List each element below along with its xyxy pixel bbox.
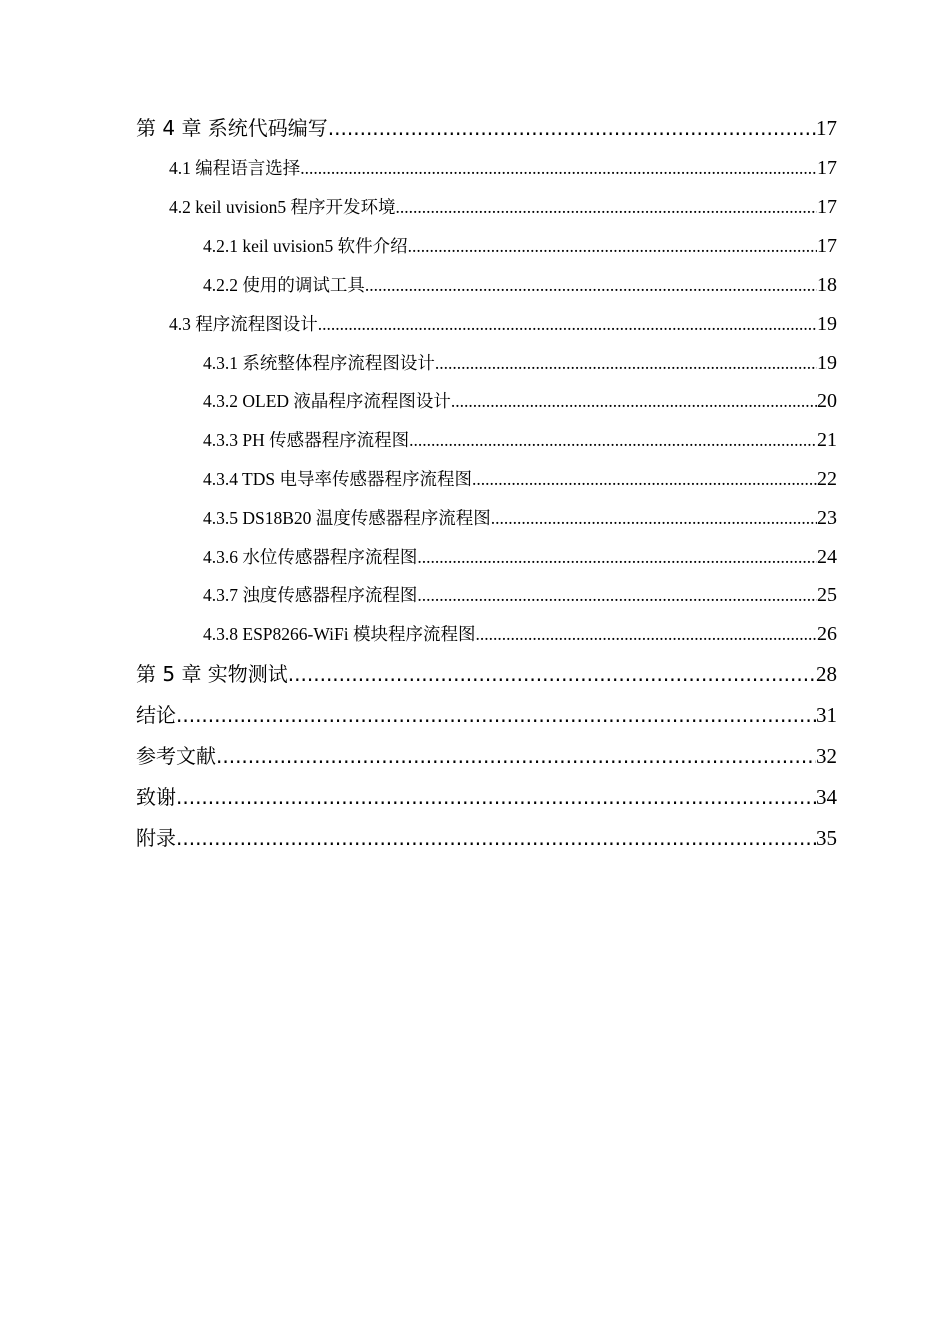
toc-entry-4-3-3[interactable] (136, 421, 837, 460)
toc-entry-appendix[interactable] (136, 818, 837, 859)
toc-entry-page: 35 (816, 825, 837, 850)
toc-entry-4-3-7[interactable] (136, 576, 837, 615)
dot-leader (176, 777, 816, 818)
dot-leader (318, 305, 817, 344)
toc-entry-title: 参考文献 (136, 743, 216, 768)
toc-entry-page: 23 (817, 506, 837, 529)
toc-entry-title: 4.3.8 ESP8266-WiFi 模块程序流程图 (203, 624, 476, 645)
toc-entry-title: 附录 (136, 825, 176, 850)
dot-leader (396, 188, 817, 227)
dot-leader (288, 654, 816, 695)
toc-entry-4-1[interactable] (136, 149, 837, 188)
toc-entry-page: 22 (817, 467, 837, 490)
toc-entry-page: 24 (817, 545, 837, 568)
toc-entry-4-3-4[interactable] (136, 460, 837, 499)
dot-leader (328, 108, 816, 149)
toc-entry-4-3-6[interactable] (136, 538, 837, 577)
toc-entry-4-2-2[interactable] (136, 266, 837, 305)
toc-entry-title: 第 5 章 实物测试 (136, 661, 288, 686)
toc-entry-title: 4.2.1 keil uvision5 软件介绍 (203, 236, 408, 256)
dot-leader (491, 499, 817, 538)
dot-leader (435, 344, 817, 383)
toc-entry-page: 32 (816, 743, 837, 768)
toc-entry-acknowledgements[interactable] (136, 777, 837, 818)
toc-entry-title: 结论 (136, 702, 176, 727)
dot-leader (365, 266, 817, 305)
toc-entry-page: 20 (817, 390, 837, 413)
dot-leader (216, 736, 816, 777)
toc-entry-page: 17 (817, 157, 837, 179)
toc-entry-4-3[interactable] (136, 305, 837, 344)
toc-entry-references[interactable] (136, 736, 837, 777)
toc-entry-title: 4.3.2 OLED 液晶程序流程图设计 (203, 391, 451, 412)
toc-entry-4-2[interactable] (136, 188, 837, 227)
toc-entry-4-3-1[interactable] (136, 344, 837, 383)
dot-leader (476, 615, 817, 654)
toc-entry-title: 致谢 (136, 784, 176, 809)
toc-entry-title: 4.3.4 TDS 电导率传感器程序流程图 (203, 468, 472, 489)
toc-entry-chapter-5[interactable] (136, 654, 837, 695)
toc-entry-page: 31 (816, 702, 837, 727)
toc-entry-page: 21 (817, 429, 837, 452)
dot-leader (451, 382, 817, 421)
toc-entry-title: 4.2.2 使用的调试工具 (203, 274, 365, 295)
toc-entry-title: 4.3.7 浊度传感器程序流程图 (203, 585, 418, 606)
dot-leader (300, 149, 817, 188)
toc-entry-conclusion[interactable] (136, 695, 837, 736)
toc-entry-4-3-2[interactable] (136, 382, 837, 421)
dot-leader (417, 538, 817, 577)
dot-leader (408, 227, 817, 266)
toc-entry-title: 4.1 编程语言选择 (169, 158, 301, 178)
toc-entry-4-2-1[interactable] (136, 227, 837, 266)
toc-entry-page: 17 (817, 235, 837, 257)
toc-entry-page: 19 (817, 351, 837, 374)
toc-entry-4-3-5[interactable] (136, 499, 837, 538)
toc-entry-page: 17 (817, 196, 837, 218)
toc-entry-page: 17 (816, 116, 837, 140)
toc-entry-title: 4.3.5 DS18B20 温度传感器程序流程图 (203, 507, 491, 528)
table-of-contents (136, 108, 837, 859)
toc-entry-chapter-4[interactable] (136, 108, 837, 149)
dot-leader (176, 695, 816, 736)
toc-entry-page: 28 (816, 661, 837, 686)
toc-entry-title: 4.3.6 水位传感器程序流程图 (203, 546, 418, 567)
toc-entry-page: 18 (817, 273, 837, 296)
dot-leader (472, 460, 817, 499)
toc-entry-title: 4.2 keil uvision5 程序开发环境 (169, 197, 396, 217)
toc-entry-title: 4.3 程序流程图设计 (169, 313, 318, 334)
toc-entry-page: 19 (817, 312, 837, 335)
toc-entry-page: 34 (816, 784, 837, 809)
toc-entry-title: 4.3.1 系统整体程序流程图设计 (203, 352, 435, 373)
toc-entry-title: 第 4 章 系统代码编写 (136, 116, 328, 140)
dot-leader (417, 576, 817, 615)
dot-leader (409, 421, 817, 460)
toc-entry-page: 25 (817, 584, 837, 607)
toc-entry-page: 26 (817, 623, 837, 646)
toc-entry-4-3-8[interactable] (136, 615, 837, 654)
toc-entry-title: 4.3.3 PH 传感器程序流程图 (203, 430, 410, 451)
dot-leader (176, 818, 816, 859)
